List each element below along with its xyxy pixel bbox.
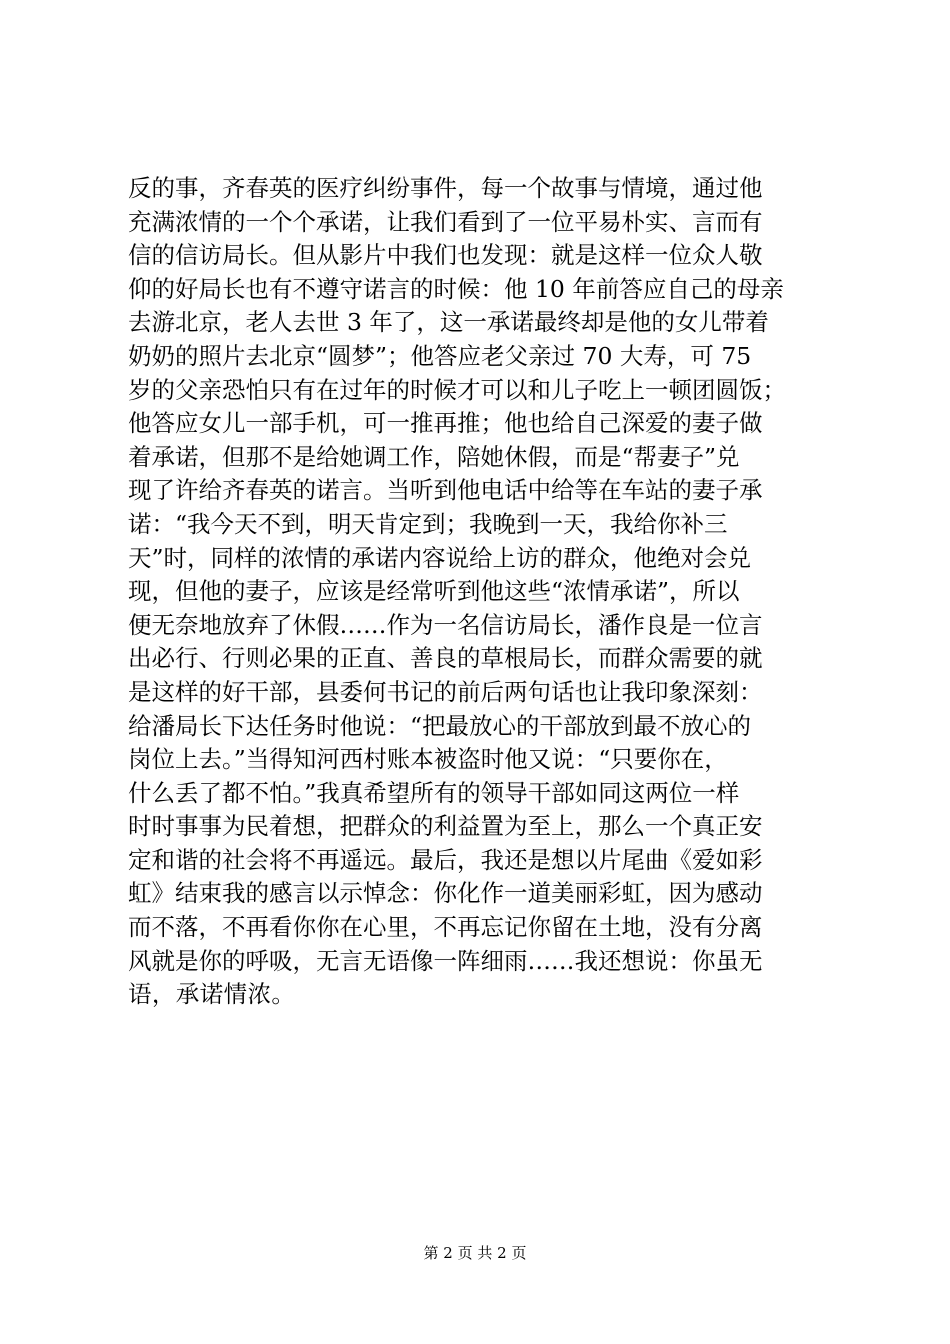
text-line: 出必行、行则必果的正直、善良的草根局长，而群众需要的就 bbox=[128, 644, 763, 673]
text-line: 仰的好局长也有不遵守诺言的时候：他 10 年前答应自己的母亲 bbox=[128, 274, 784, 303]
text-line: 语，承诺情浓。 bbox=[128, 980, 296, 1009]
text-line: 现了许给齐春英的诺言。当听到他电话中给等在车站的妻子承 bbox=[128, 476, 763, 505]
text-line: 奶奶的照片去北京“圆梦”；他答应老父亲过 70 大寿，可 75 bbox=[128, 341, 752, 370]
text-line: 是这样的好干部，县委何书记的前后两句话也让我印象深刻： bbox=[128, 677, 763, 706]
text-line: 去游北京，老人去世 3 年了，这一承诺最终却是他的女儿带着 bbox=[128, 308, 769, 337]
text-line: 着承诺，但那不是给她调工作，陪她休假，而是“帮妻子”兑 bbox=[128, 442, 740, 471]
body-paragraph bbox=[128, 172, 828, 1012]
text-line: 他答应女儿一部手机，可一推再推；他也给自己深爱的妻子做 bbox=[128, 409, 763, 438]
text-line: 岁的父亲恐怕只有在过年的时候才可以和儿子吃上一顿团圆饭； bbox=[128, 375, 786, 404]
text-line: 岗位上去。”当得知河西村账本被盗时他又说：“只要你在， bbox=[128, 745, 728, 774]
text-line: 什么丢了都不怕。”我真希望所有的领导干部如同这两位一样 bbox=[128, 778, 740, 807]
text-line: 反的事，齐春英的医疗纠纷事件，每一个故事与情境，通过他 bbox=[128, 174, 763, 202]
text-line: 虹》结束我的感言以示悼念：你化作一道美丽彩虹，因为感动 bbox=[128, 879, 763, 908]
text-line: 风就是你的呼吸，无言无语像一阵细雨……我还想说：你虽无 bbox=[128, 946, 763, 975]
text-line: 诺：“我今天不到，明天肯定到；我晚到一天，我给你补三 bbox=[128, 509, 728, 538]
page-number-label: 第 2 页 共 2 页 bbox=[423, 1244, 527, 1262]
text-line: 而不落，不再看你你在心里，不再忘记你留在土地，没有分离 bbox=[128, 913, 763, 942]
text-line: 充满浓情的一个个承诺，让我们看到了一位平易朴实、言而有 bbox=[128, 207, 763, 236]
text-line: 现，但他的妻子，应该是经常听到他这些“浓情承诺”，所以 bbox=[128, 577, 740, 606]
text-line: 天”时，同样的浓情的承诺内容说给上访的群众，他绝对会兑 bbox=[128, 543, 752, 572]
text-line: 便无奈地放弃了休假……作为一名信访局长，潘作良是一位言 bbox=[128, 610, 763, 639]
text-line: 给潘局长下达任务时他说：“把最放心的干部放到最不放心的 bbox=[128, 711, 752, 740]
text-line: 定和谐的社会将不再遥远。最后，我还是想以片尾曲《爱如彩 bbox=[128, 845, 763, 874]
text-line: 时时事事为民着想，把群众的利益置为至上，那么一个真正安 bbox=[128, 812, 763, 841]
text-line: 信的信访局长。但从影片中我们也发现：就是这样一位众人敬 bbox=[128, 241, 763, 270]
page-footer bbox=[0, 1243, 950, 1263]
